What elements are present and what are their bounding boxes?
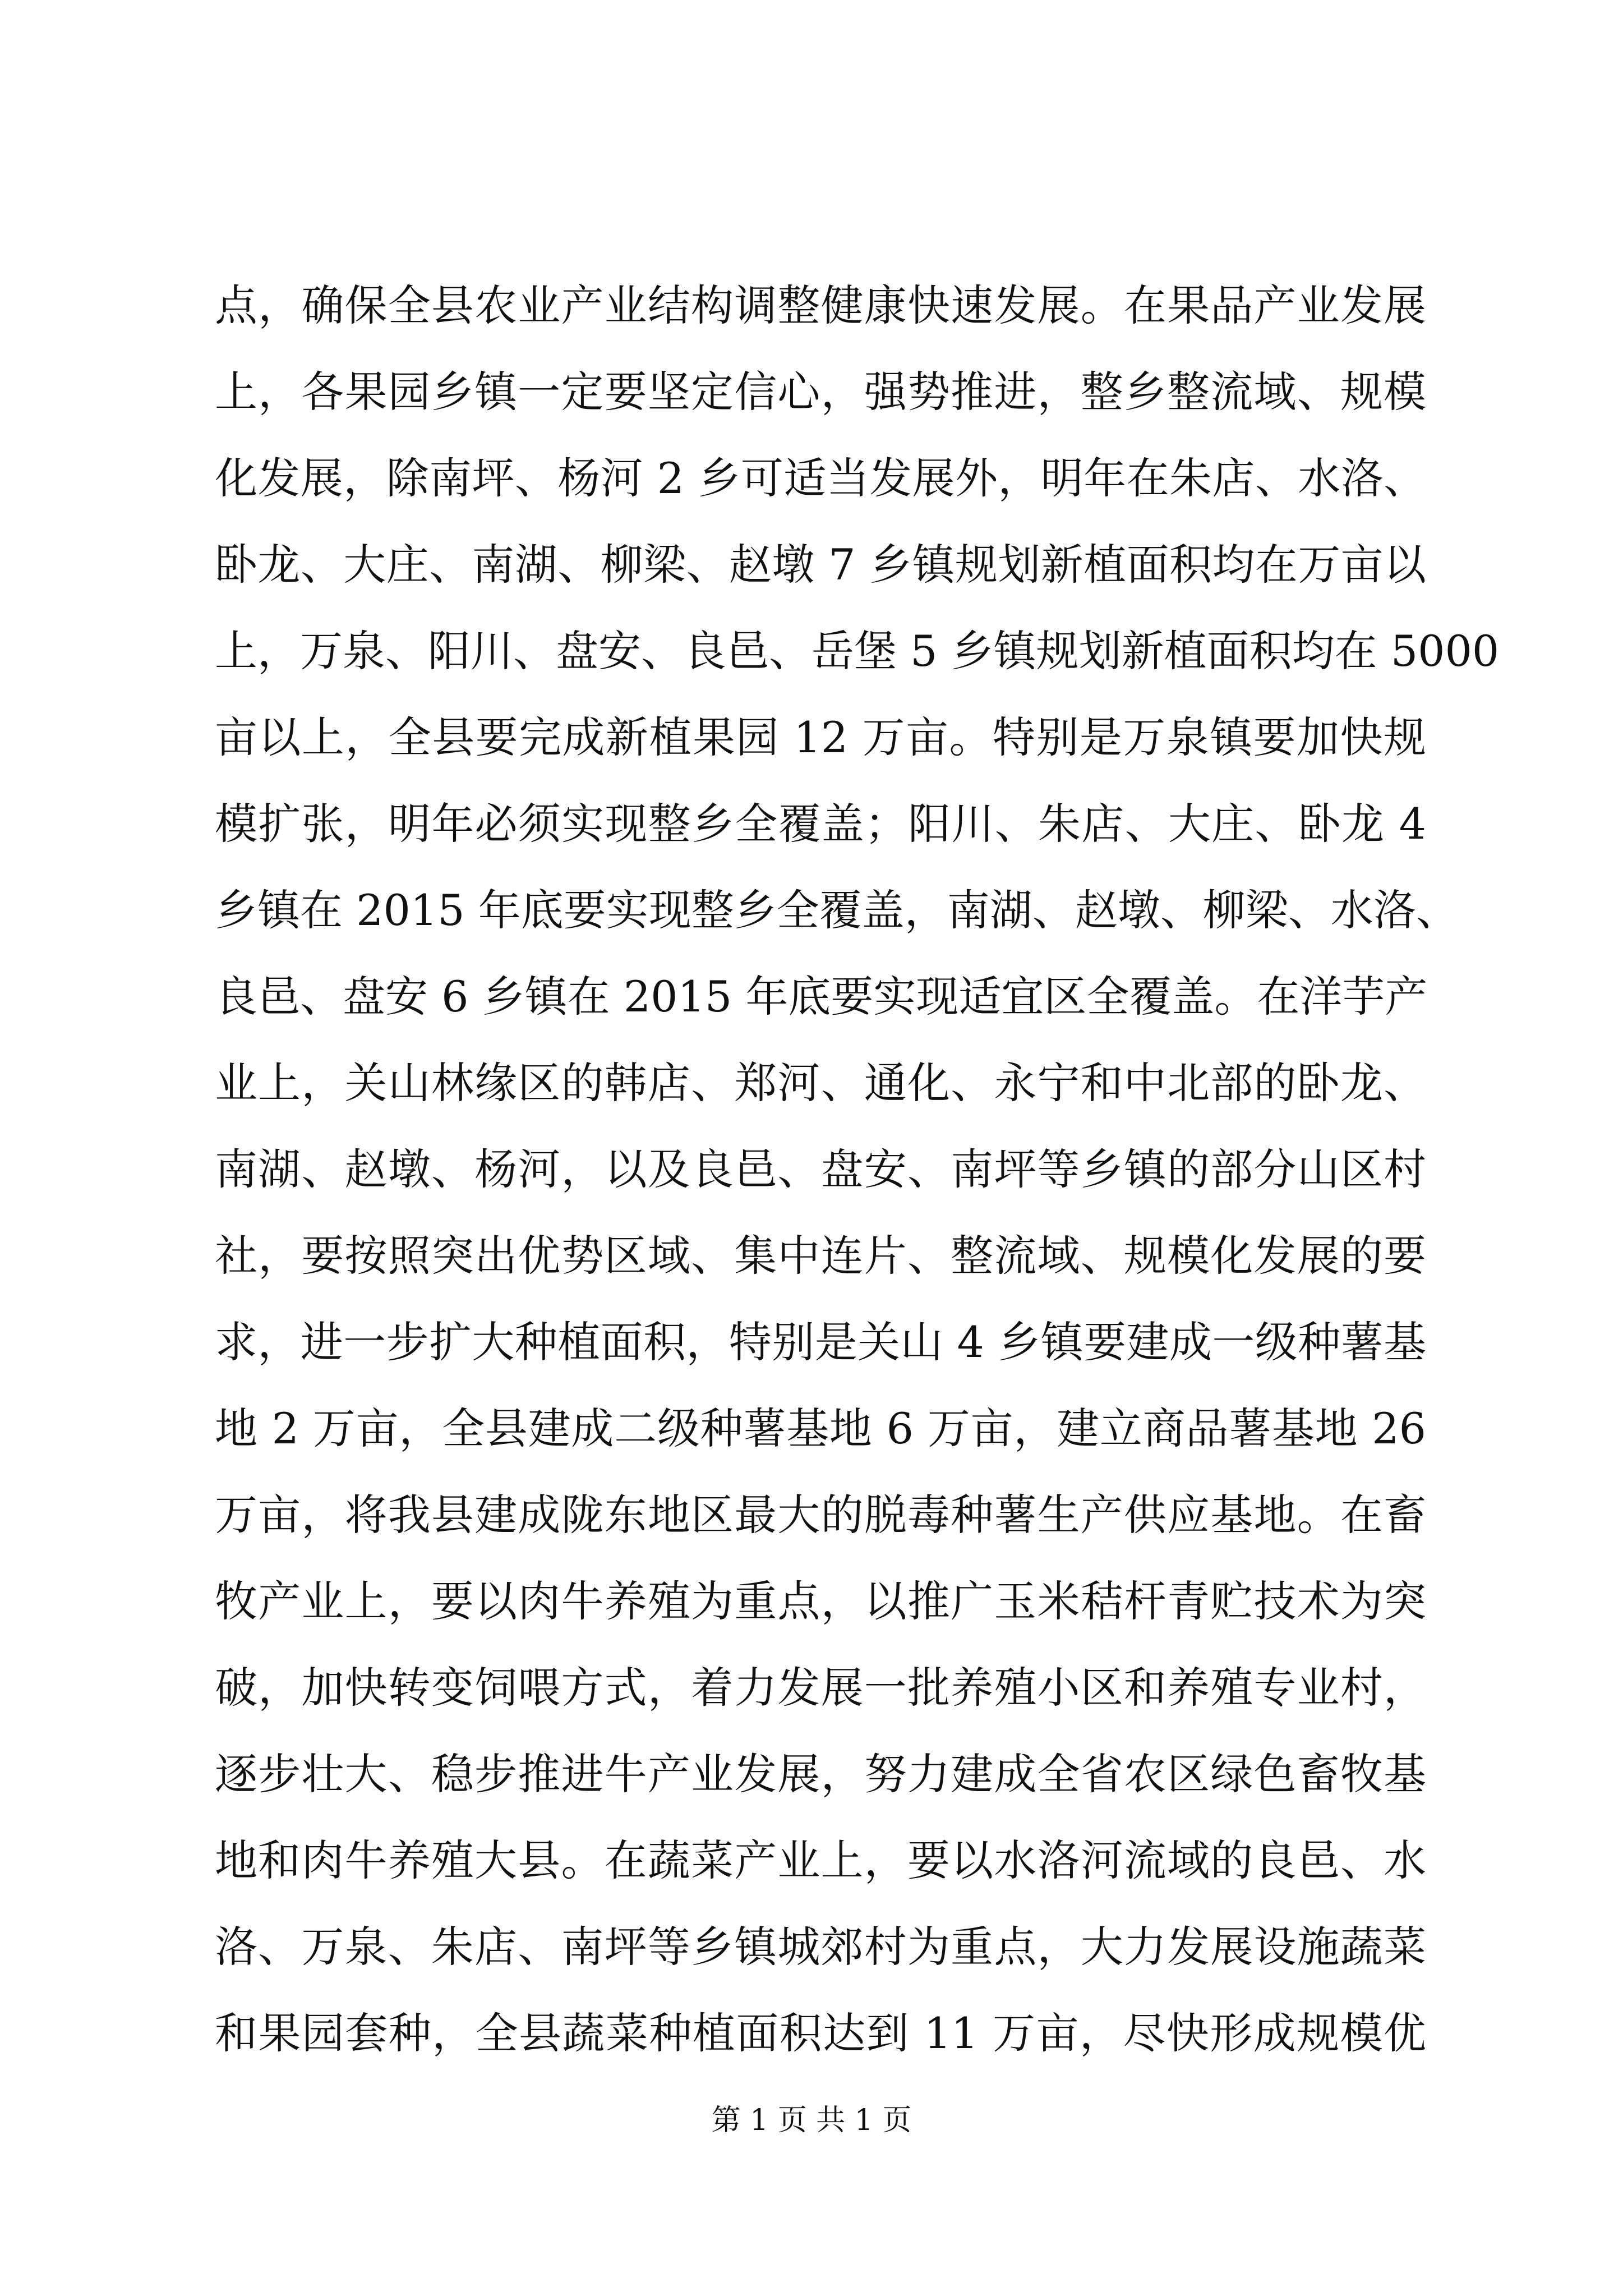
text-line: 亩以上，全县要完成新植果园 12 万亩。特别是万泉镇要加快规 — [215, 712, 1426, 762]
text-line: 社，要按照突出优势区域、集中连片、整流域、规模化发展的要 — [215, 1231, 1426, 1281]
text-line: 业上，关山林缘区的韩店、郑河、通化、永宁和中北部的卧龙、 — [215, 1058, 1426, 1108]
text-line: 洛、万泉、朱店、南坪等乡镇城郊村为重点，大力发展设施蔬菜 — [215, 1922, 1426, 1972]
text-line: 逐步壮大、稳步推进牛产业发展，努力建成全省农区绿色畜牧基 — [215, 1749, 1426, 1799]
text-line: 卧龙、大庄、南湖、柳梁、赵墩 7 乡镇规划新植面积均在万亩以 — [215, 540, 1426, 590]
text-line: 上，各果园乡镇一定要坚定信心，强势推进，整乡整流域、规模 — [215, 367, 1426, 417]
text-line: 点，确保全县农业产业结构调整健康快速发展。在果品产业发展 — [215, 280, 1426, 330]
text-line: 和果园套种，全县蔬菜种植面积达到 11 万亩，尽快形成规模优 — [215, 2008, 1426, 2058]
text-line: 地和肉牛养殖大县。在蔬菜产业上，要以水洛河流域的良邑、水 — [215, 1835, 1426, 1885]
text-line: 上，万泉、阳川、盘安、良邑、岳堡 5 乡镇规划新植面积均在 5000 — [215, 626, 1500, 676]
text-line: 模扩张，明年必须实现整乡全覆盖；阳川、朱店、大庄、卧龙 4 — [215, 799, 1426, 849]
text-line: 求，进一步扩大种植面积，特别是关山 4 乡镇要建成一级种薯基 — [215, 1317, 1426, 1367]
text-line: 南湖、赵墩、杨河，以及良邑、盘安、南坪等乡镇的部分山区村 — [215, 1144, 1426, 1194]
text-line: 万亩，将我县建成陇东地区最大的脱毒种薯生产供应基地。在畜 — [215, 1490, 1426, 1540]
page-footer — [0, 2102, 1623, 2138]
text-line: 地 2 万亩，全县建成二级种薯基地 6 万亩，建立商品薯基地 26 — [215, 1404, 1426, 1453]
text-line: 破，加快转变饲喂方式，着力发展一批养殖小区和养殖专业村， — [215, 1663, 1426, 1713]
text-line: 牧产业上，要以肉牛养殖为重点，以推广玉米秸杆青贮技术为突 — [215, 1576, 1426, 1626]
text-line: 良邑、盘安 6 乡镇在 2015 年底要实现适宜区全覆盖。在洋芋产 — [215, 972, 1428, 1022]
text-line: 乡镇在 2015 年底要实现整乡全覆盖，南湖、赵墩、柳梁、水洛、 — [215, 885, 1459, 935]
body-text — [215, 263, 1500, 2077]
text-line: 化发展，除南坪、杨河 2 乡可适当发展外，明年在朱店、水洛、 — [215, 453, 1426, 503]
page-number-label: 第 1 页 共 1 页 — [711, 2104, 912, 2137]
